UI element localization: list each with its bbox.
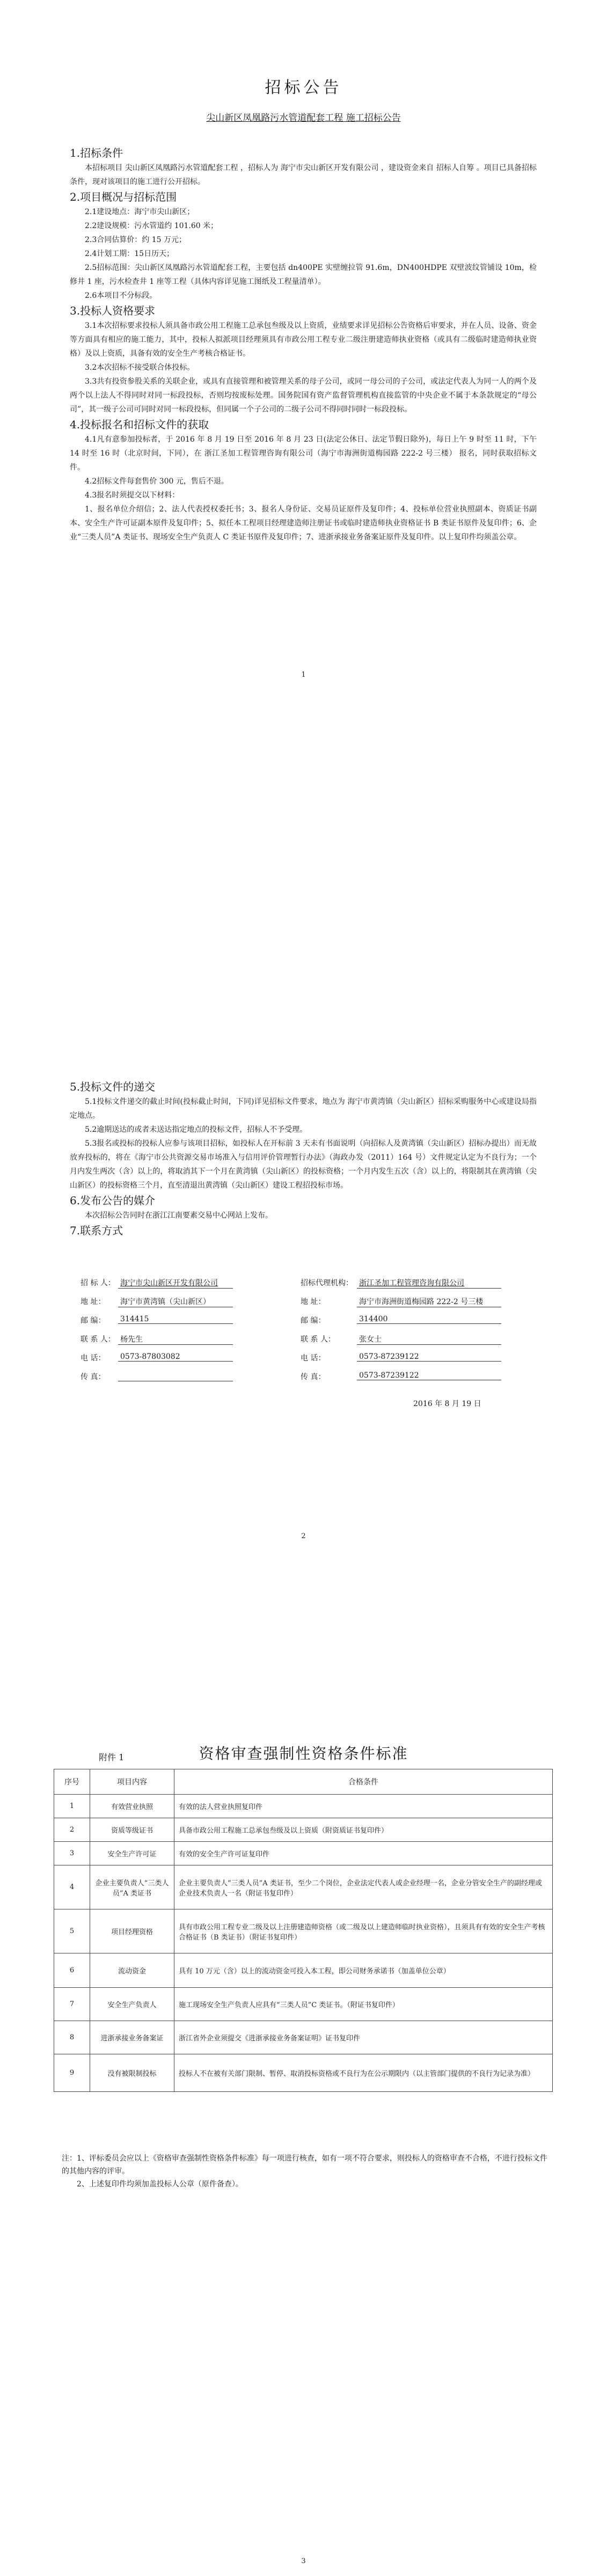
cell-item: 安全生产许可证 [90,1842,174,1865]
paragraph: 4.1凡有意参加投标者，于 2016 年 8 月 19 日至 2016 年 8 月 23 日(法定公休日、法定节假日除外)，每日上午 9 时至 11 时，下午 14 时至 16 时（北京时间，下同），在 浙江圣加工程管理咨询有限公司（海宁市海洲街道梅园路 222-2 号三楼） 报名，同时获取招标文件。 [70,435,537,472]
paragraph: 3.3共有投资参股关系的关联企业，或具有直接管理和被管理关系的母子公司，或同一母公司的子公司，或法定代表人为同一人的两个及两个以上法人不得同时对同一标段投标，否则均按废标处理。国务院国有资产监督管理机构直接监管的中央企业不属于本条款规定的“母公司”，其一级子公司可同时对同一标段投标，但同属一个子公司的二级子公司不得同时同时一标段投标。 [70,377,537,414]
paragraph: 2.4计划工期：15日历天； [85,250,174,258]
paragraph: 2.6本项目不分标段。 [85,291,157,300]
notice-body [70,145,537,544]
contact-value: 0573-87803082 [118,1352,233,1362]
cell-item: 企业主要负责人“三类人员”A 类证书 [90,1865,174,1909]
section-heading: 7.联系方式 [70,1224,123,1237]
contact-label: 地 址： [301,1298,326,1306]
cell-item: 流动资金 [90,1953,174,1988]
paragraph: 4.2招标文件每套售价 300 元，售后不退。 [85,477,229,486]
paragraph: 3.2本次招标不接受联合体投标。 [85,363,195,372]
paragraph: 5.2逾期送达的或者未送达指定地点的投标文件，招标人不予受理。 [85,1125,308,1134]
paragraph: 5.3报名或投标的投标人应参与该项目招标，如投标人在开标前 3 天未有书面说明（向招标人及黄湾镇（尖山新区）招标办提出）而无故放弃投标的，将在《海宁市公共资源交易市场准入与信用评价管理暂行办法》（海政办发（2011）164 号）文件规定认定为不良行为；一个月内发生两次（含）以上的，将取消其下一个月在黄湾镇（尖山新区）的投标资格；一个月内发生五次（含）以上的，将限制其在黄湾镇（尖山新区）的投标资格三个月，直至清退出黄湾镇（尖山新区）建设工程招投标市场。 [70,1139,537,1190]
cell-condition: 有效的法人营业执照复印件 [174,1795,553,1818]
contact-label: 招标代理机构： [301,1279,353,1287]
cell-index: 6 [54,1953,90,1988]
cell-index: 5 [54,1909,90,1953]
note: 2、上述复印件均须加盖投标人公章（原件备查）。 [77,2180,243,2189]
cell-condition: 投标人不在被有关部门限制、暂停、取消投标资格或不良行为在公示期限内（以主管部门提供的不良行为记录为准） [174,2054,553,2092]
section-heading: 3.投标人资格要求 [70,304,156,317]
contact-value: 海宁市海洲街道梅园路 222-2 号三楼 [357,1296,501,1307]
cell-item: 没有被限制投标 [90,2054,174,2092]
cell-index: 8 [54,2021,90,2054]
contact-label: 招 标 人： [81,1279,115,1287]
cell-condition: 有效的安全生产许可证复印件 [174,1842,553,1865]
contact-value: 0573-87239122 [357,1371,501,1380]
paragraph: 5.1投标文件递交的截止时间(投标截止时间，下同)详见招标文件要求，地点为 海宁市黄湾镇（尖山新区）招标采购服务中心或建设局指定地点。 [70,1097,537,1120]
section-heading: 4.投标报名和招标文件的获取 [70,418,209,431]
contact-label: 传 真： [81,1373,106,1381]
paragraph: 2.1建设地点：海宁市尖山新区； [85,208,195,216]
appendix-title: 资格审查强制性资格条件标准 [199,1745,408,1762]
contact-label: 邮 编： [301,1316,326,1325]
requirements-table [54,1769,553,2092]
table-row [54,2021,553,2054]
cell-condition: 具有 10 万元（含）以上的流动资金可投入本工程，即公司财务承诺书（加盖单位公章） [174,1953,553,1988]
notice-body-continued [70,1079,537,1239]
contact-label: 地 址： [81,1298,106,1306]
section-heading: 6.发布公告的媒介 [70,1194,156,1207]
cell-condition: 具备市政公用工程施工总承包叁级及以上资质（附资质证书复印件） [174,1818,553,1842]
note: 注：1、评标委员会应以上《资格审查强制性资格条件标准》每一项进行核查，如有一项不符合要求，则投标人的资格审查不合格，不进行投标文件的其他内容的评审。 [62,2154,547,2176]
cell-item: 安全生产负责人 [90,1988,174,2021]
appendix-label: 附件 1 [99,1752,125,1762]
paragraph: 本招标项目 尖山新区凤凰路污水管道配套工程 ，招标人为 海宁市尖山新区开发有限公司 ，建设资金来自 招标人自筹 。项目已具备招标条件，现对该项目的施工进行公开招标。 [70,164,537,186]
cell-condition: 具有市政公用工程专业二级及以上注册建造师资格（或二级及以上建造师临时执业资格），且须具有有效的安全生产考核合格证书（B 类证书）（附证书复印件） [174,1909,553,1953]
contact-value: 314400 [357,1315,501,1324]
cell-item: 进浙承接业务备案证 [90,2021,174,2054]
page-number: 2 [301,1532,306,1540]
page-number: 3 [301,2557,306,2565]
cell-index: 9 [54,2054,90,2092]
cell-index: 4 [54,1865,90,1909]
section-heading: 1.招标条件 [70,147,123,159]
subtitle-text: 尖山新区凤凰路污水管道配套工程 施工招标公告 [206,113,401,123]
contact-value: 海宁市尖山新区开发有限公司 [118,1277,233,1289]
table-row [54,1865,553,1909]
contact-value: 314415 [118,1315,233,1324]
table-row [54,1909,553,1953]
contact-value: 杨先生 [118,1334,233,1345]
table-row [54,1988,553,2021]
paragraph: 2.5招标范围：尖山新区凤凰路污水管道配套工程，主要包括 dn400PE 实壁缠拉管 91.6m，DN400HDPE 双壁波纹管铺设 10m，检修井 1 座，污水检查井 1 座等工程（具体内容详见施工图纸及工程量清单）。 [70,264,537,286]
table-row [54,1818,553,1842]
cell-item: 资质等级证书 [90,1818,174,1842]
column-header: 合格条件 [174,1769,553,1795]
cell-index: 1 [54,1795,90,1818]
contact-value: 0573-87239122 [357,1352,501,1362]
contact-value: 浙江圣加工程管理咨询有限公司 [357,1277,501,1289]
table-header-row [54,1769,553,1795]
contact-value [118,1371,233,1381]
cell-index: 7 [54,1988,90,2021]
cell-item: 有效营业执照 [90,1795,174,1818]
appendix-notes [62,2152,550,2191]
contact-value: 海宁市黄湾镇（尖山新区） [118,1296,233,1307]
column-header: 序号 [54,1769,90,1795]
contact-value: 张女士 [357,1334,501,1345]
page-2 [0,859,607,1717]
notice-date: 2016 年 8 月 19 日 [413,1400,481,1408]
cell-item: 项目经理资格 [90,1909,174,1953]
contact-label: 邮 编： [81,1316,106,1325]
cell-condition: 企业主要负责人“三类人员”A 类证书，至少二个岗位，企业法定代表人或企业经理一名，企业分管安全生产的副经理或企业技术负责人一名（附证书复印件） [174,1865,553,1909]
contact-label: 电 话： [301,1354,326,1363]
contact-label: 联 系 人： [301,1335,335,1344]
paragraph: 1、报名单位介绍信；2、法人代表授权委托书；3、报名人身份证、交易员证原件及复印件；4、投标单位营业执照副本、资质证书副本、安全生产许可证副本原件及复印件；5、拟任本工程项目经理建造师注册证书或临时建造师执业资格证书 B 类证书原件及复印件；6、企业“三类人员”A 类证书、现场安全生产负责人 C 类证书原件及复印件；7、进浙承接业务备案证原件及复印件。以上复印件均须盖公章。 [70,505,537,541]
page-1 [0,0,607,859]
section-heading: 2.项目概况与招标范围 [70,191,177,203]
cell-index: 3 [54,1842,90,1865]
contact-label: 传 真： [301,1373,326,1381]
table-row [54,2054,553,2092]
paragraph: 4.3报名时须提交以下材料： [85,491,180,500]
table-row [54,1795,553,1818]
page-subtitle [0,110,607,123]
paragraph: 2.3合同估算价：约 15 万元； [85,236,186,244]
column-header: 项目内容 [90,1769,174,1795]
table-row [54,1953,553,1988]
table-row [54,1842,553,1865]
paragraph: 本次招标公告同时在浙江江南要素交易中心网站上发布。 [85,1211,273,1220]
page-title: 招标公告 [265,78,342,97]
cell-condition: 浙江省外企业须提交《进浙承接业务备案证明》证书复印件 [174,2021,553,2054]
paragraph: 2.2建设规模：污水管道约 101.60 米； [85,222,218,230]
contact-label: 联 系 人： [81,1335,115,1344]
paragraph: 3.1本次招标要求投标人须具备市政公用工程施工总承包叁级及以上资质，业绩要求详见招标公告资格后审要求，并在人员、设备、资金等方面具有相应的施工能力，其中，投标人拟派项目经理须具有市政公用工程专业二级注册建造师执业资格（或具有二级临时建造师执业资格）及以上资质，具备有效的安全生产考核合格证书。 [70,321,537,358]
page-number: 1 [301,671,306,679]
contact-label: 电 话： [81,1354,106,1363]
cell-condition: 施工现场安全生产负责人应具有“三类人员”C 类证书。（附证书复印件） [174,1988,553,2021]
section-heading: 5.投标文件的递交 [70,1080,156,1093]
cell-index: 2 [54,1818,90,1842]
